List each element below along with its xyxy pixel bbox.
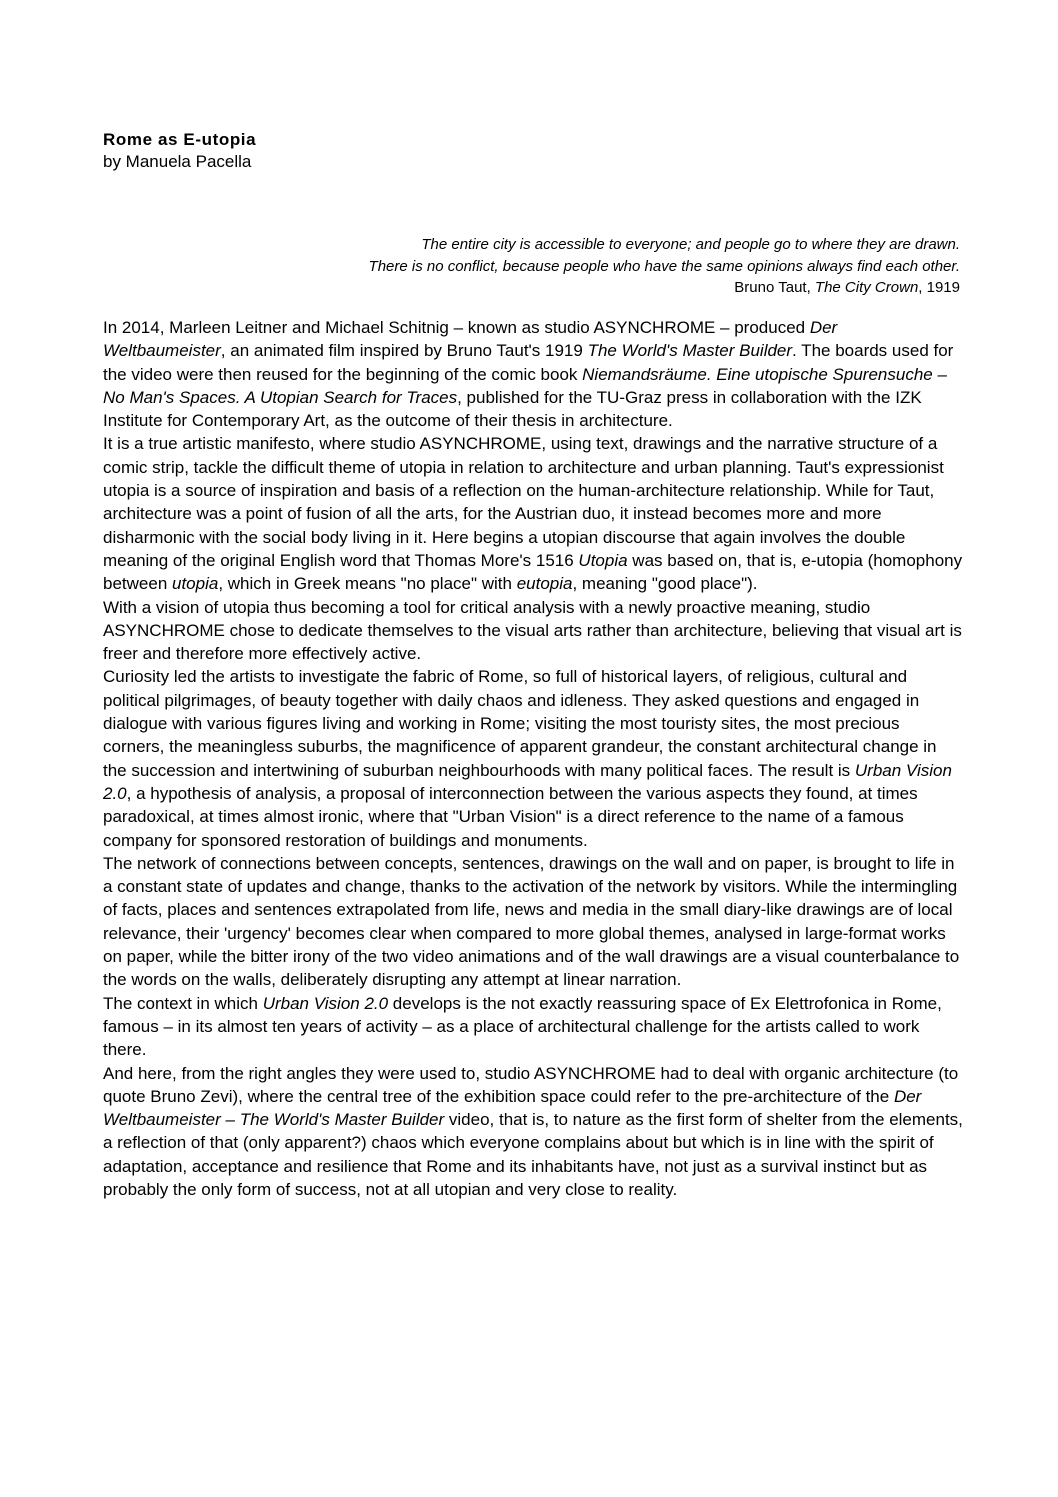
text-segment: The network of connections between concepts, sentences, drawings on the wall and on paper, is brought to life in a constant state of updates and change, thanks to the activation of the network by visitors. While the intermingling of facts, places and sentences extrapolated from life, news and media in the small diary-like drawings are of local relevance, their 'urgency' becomes clear when compared to more global themes, analysed in large-format works on paper, while the bitter irony of the two video animations and of the wall drawings are a visual counterbalance to the words on the walls, deliberately disrupting any attempt at linear narration. [103,853,960,990]
body-paragraph [103,992,963,1062]
epigraph-line-1: The entire city is accessible to everyone; and people go to where they are drawn. [421,236,960,253]
text-segment: In 2014, Marleen Leitner and Michael Schitnig – known as studio ASYNCHROME – produced [103,318,810,337]
italic-text-segment: The World's Master Builder [587,341,793,361]
body-paragraph [103,596,963,666]
epigraph [200,234,960,299]
text-segment: Curiosity led the artists to investigate the fabric of Rome, so full of historical layers, of religious, cultural and political pilgrimages, of beauty together with daily chaos and idleness. They asked questions and engaged in dialogue with various figures living and working in Rome; visiting the most touristy sites, the most precious corners, the meaningless suburbs, the magnificence of apparent grandeur, the constant architectural change in the succession and intertwining of suburban neighbourhoods with many political faces. The result is [103,667,937,780]
italic-text-segment: utopia [172,574,219,594]
italic-text-segment: Der Weltbaumeister – The World's Master Builder [103,1086,922,1130]
text-segment: was based on, that is, e-utopia (homophony between [103,550,963,594]
text-segment: , a hypothesis of analysis, a proposal of interconnection between the various aspects they found, at times paradoxical, at times almost ironic, where that "Urban Vision" is a direct reference to the name of a famous company for sponsored restoration of buildings and monuments. [103,783,918,850]
epigraph-line-2: There is no conflict, because people who have the same opinions always find each other. [368,257,960,275]
article-body [103,316,963,1201]
body-paragraph [103,432,963,595]
italic-text-segment: Niemandsräume. Eine utopische Spurensuche – No Man's Spaces. A Utopian Search for Traces [103,364,947,407]
article-title: Rome as E-utopia [103,130,257,149]
epigraph-source [200,277,960,299]
italic-text-segment: Der Weltbaumeister [103,318,838,361]
text-segment: With a vision of utopia thus becoming a tool for critical analysis with a newly proactive meaning, studio ASYNCHROME chose to dedicate themselves to the visual arts rather than architecture, believing that visual art is freer and therefore more effectively active. [103,597,962,664]
body-paragraph [103,852,963,992]
article-author: by Manuela Pacella [103,152,252,171]
text-segment: , published for the TU-Graz press in collaboration with the IZK Institute for Contemporary Art, as the outcome of their thesis in architecture. [103,387,922,431]
italic-text-segment: Urban Vision 2.0 [262,993,389,1013]
text-segment: , which in Greek means "no place" with [218,574,517,594]
text-segment: , an animated film inspired by Bruno Taut's 1919 [220,341,588,361]
epigraph-source-year: , 1919 [918,279,960,296]
italic-text-segment: eutopia [516,574,573,594]
text-segment: It is a true artistic manifesto, where studio ASYNCHROME, using text, drawings and the narrative structure of a comic strip, tackle the difficult theme of utopia in relation to architecture and urban planning. Taut's expressionist utopia is a source of inspiration and basis of a reflection on the human-architecture relationship. While for Taut, architecture was a point of fusion of all the arts, for the Austrian duo, it instead becomes more and more disharmonic with the social body living in it. Here begins a utopian discourse that again involves the double meaning of the original English word that Thomas More's 1516 [103,434,944,570]
text-segment: , meaning "good place"). [572,574,758,594]
text-segment: develops is the not exactly reassuring space of Ex Elettrofonica in Rome, famous – in its almost ten years of activity – as a place of architectural challenge for the artists called to work there. [103,993,942,1060]
text-segment: The context in which [103,993,263,1013]
italic-text-segment: Utopia [578,550,628,570]
body-paragraph [103,665,963,851]
body-paragraph [103,1062,963,1202]
body-paragraph [103,316,963,432]
epigraph-source-author: Bruno Taut, [734,279,815,296]
italic-text-segment: Urban Vision 2.0 [103,760,952,803]
epigraph-source-work: The City Crown [814,279,919,296]
text-segment: . The boards used for the video were then reused for the beginning of the comic book [103,341,954,384]
text-segment: And here, from the right angles they were used to, studio ASYNCHROME had to deal with organic architecture (to quote Bruno Zevi), where the central tree of the exhibition space could refer to the pre-architecture of the [103,1063,959,1106]
article-header [103,129,703,173]
text-segment: video, that is, to nature as the first form of shelter from the elements, a reflection of that (only apparent?) chaos which everyone complains about but which is in line with the spirit of adaptation, acceptance and resilience that Rome and its inhabitants have, not just as a survival instinct but as probably the only form of success, not at all utopian and very close to reality. [103,1110,963,1199]
